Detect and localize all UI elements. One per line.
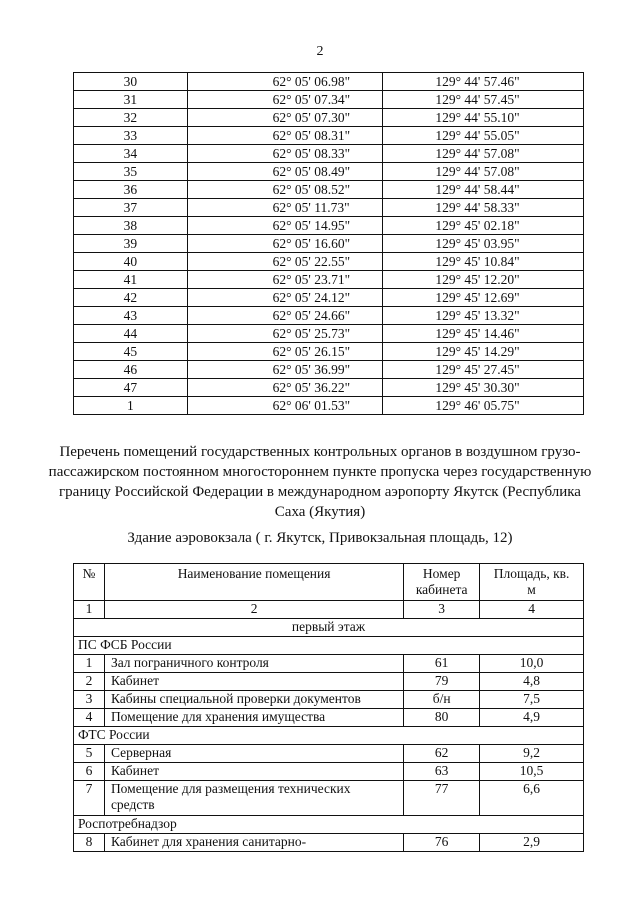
longitude: 129° 44' 57.46" <box>383 73 584 91</box>
table-row <box>74 289 584 307</box>
table-row <box>74 709 584 727</box>
latitude: 62° 05' 08.33" <box>187 145 383 163</box>
room-area: 2,9 <box>480 834 584 852</box>
point-number: 33 <box>74 127 188 145</box>
room-name: Кабинет для хранения санитарно- <box>104 834 403 852</box>
building-heading: Здание аэровокзала ( г. Якутск, Привокзальная площадь, 12) <box>127 530 513 546</box>
header-area-line: Площадь, кв. <box>493 566 570 581</box>
latitude: 62° 05' 16.60" <box>187 235 383 253</box>
column-number: 1 <box>74 601 105 619</box>
latitude: 62° 05' 08.31" <box>187 127 383 145</box>
page-number: 2 <box>316 44 324 59</box>
table-row <box>74 235 584 253</box>
latitude: 62° 05' 06.98" <box>187 73 383 91</box>
room-num: 6 <box>74 763 105 781</box>
table-row <box>74 834 584 852</box>
table-row <box>74 361 584 379</box>
table-row <box>74 127 584 145</box>
room-num: 3 <box>74 691 105 709</box>
point-number: 31 <box>74 91 188 109</box>
longitude: 129° 46' 05.75" <box>383 397 584 415</box>
room-cabinet: 79 <box>404 673 480 691</box>
longitude: 129° 44' 58.33" <box>383 199 584 217</box>
latitude: 62° 05' 24.12" <box>187 289 383 307</box>
section-row <box>74 816 584 834</box>
longitude: 129° 44' 55.05" <box>383 127 584 145</box>
room-name <box>104 781 403 816</box>
room-name: Зал пограничного контроля <box>104 655 403 673</box>
latitude: 62° 05' 25.73" <box>187 325 383 343</box>
room-num: 4 <box>74 709 105 727</box>
section-title: Роспотребнадзор <box>74 816 584 834</box>
table-row <box>74 691 584 709</box>
point-number: 36 <box>74 181 188 199</box>
header-cabinet-line: Номер <box>422 566 461 581</box>
latitude: 62° 05' 07.34" <box>187 91 383 109</box>
latitude: 62° 05' 24.66" <box>187 307 383 325</box>
table-row <box>74 145 584 163</box>
table-row <box>74 91 584 109</box>
coordinates-table <box>73 72 584 415</box>
latitude: 62° 05' 36.99" <box>187 361 383 379</box>
room-num: 1 <box>74 655 105 673</box>
point-number: 44 <box>74 325 188 343</box>
header-cabinet <box>404 564 480 601</box>
latitude: 62° 05' 23.71" <box>187 271 383 289</box>
column-number: 4 <box>480 601 584 619</box>
point-number: 43 <box>74 307 188 325</box>
room-area: 7,5 <box>480 691 584 709</box>
header-area-line: м <box>527 582 536 597</box>
table-row <box>74 253 584 271</box>
room-num: 2 <box>74 673 105 691</box>
point-number: 32 <box>74 109 188 127</box>
room-name: Кабинет <box>104 763 403 781</box>
longitude: 129° 44' 57.45" <box>383 91 584 109</box>
column-number: 2 <box>104 601 403 619</box>
point-number: 37 <box>74 199 188 217</box>
room-cabinet: б/н <box>404 691 480 709</box>
room-cabinet: 61 <box>404 655 480 673</box>
floor-row <box>74 619 584 637</box>
table-row <box>74 343 584 361</box>
latitude: 62° 05' 14.95" <box>187 217 383 235</box>
room-num: 5 <box>74 745 105 763</box>
header-num: № <box>74 564 105 601</box>
table-row <box>74 745 584 763</box>
longitude: 129° 45' 02.18" <box>383 217 584 235</box>
room-cabinet: 63 <box>404 763 480 781</box>
list-heading-line: пассажирском постоянном многостороннем пункте пропуска через государственную <box>48 464 592 480</box>
point-number: 30 <box>74 73 188 91</box>
section-title: ФТС России <box>74 727 584 745</box>
latitude: 62° 05' 36.22" <box>187 379 383 397</box>
table-row <box>74 781 584 816</box>
section-row <box>74 637 584 655</box>
point-number: 39 <box>74 235 188 253</box>
table-row <box>74 655 584 673</box>
room-cabinet: 76 <box>404 834 480 852</box>
room-cabinet: 62 <box>404 745 480 763</box>
list-heading <box>0 442 640 522</box>
longitude: 129° 45' 30.30" <box>383 379 584 397</box>
table-row <box>74 217 584 235</box>
latitude: 62° 05' 26.15" <box>187 343 383 361</box>
table-row <box>74 379 584 397</box>
room-name-line: Помещение для размещения технических <box>110 781 351 796</box>
column-number-row <box>74 601 584 619</box>
latitude: 62° 05' 22.55" <box>187 253 383 271</box>
room-num: 7 <box>74 781 105 816</box>
room-num: 8 <box>74 834 105 852</box>
room-name: Кабины специальной проверки документов <box>104 691 403 709</box>
point-number: 42 <box>74 289 188 307</box>
point-number: 1 <box>74 397 188 415</box>
longitude: 129° 45' 14.29" <box>383 343 584 361</box>
table-row <box>74 307 584 325</box>
point-number: 40 <box>74 253 188 271</box>
section-row <box>74 727 584 745</box>
point-number: 34 <box>74 145 188 163</box>
room-area: 4,8 <box>480 673 584 691</box>
longitude: 129° 45' 12.20" <box>383 271 584 289</box>
floor-label: первый этаж <box>74 619 584 637</box>
table-row <box>74 73 584 91</box>
latitude: 62° 05' 08.49" <box>187 163 383 181</box>
header-area <box>480 564 584 601</box>
longitude: 129° 45' 13.32" <box>383 307 584 325</box>
room-cabinet: 80 <box>404 709 480 727</box>
table-row <box>74 673 584 691</box>
room-name-line: средств <box>110 797 155 812</box>
longitude: 129° 45' 27.45" <box>383 361 584 379</box>
longitude: 129° 45' 14.46" <box>383 325 584 343</box>
list-heading-line: границу Российской Федерации в международном аэропорту Якутск (Республика <box>59 484 581 500</box>
list-heading-line: Саха (Якутия) <box>274 504 366 520</box>
longitude: 129° 45' 03.95" <box>383 235 584 253</box>
point-number: 38 <box>74 217 188 235</box>
latitude: 62° 05' 07.30" <box>187 109 383 127</box>
table-row <box>74 397 584 415</box>
room-area: 10,5 <box>480 763 584 781</box>
latitude: 62° 05' 08.52" <box>187 181 383 199</box>
point-number: 35 <box>74 163 188 181</box>
table-row <box>74 181 584 199</box>
table-row <box>74 199 584 217</box>
room-area: 4,9 <box>480 709 584 727</box>
column-number: 3 <box>404 601 480 619</box>
table-row <box>74 325 584 343</box>
longitude: 129° 44' 55.10" <box>383 109 584 127</box>
table-row <box>74 271 584 289</box>
table-row <box>74 763 584 781</box>
room-area: 6,6 <box>480 781 584 816</box>
room-area: 9,2 <box>480 745 584 763</box>
longitude: 129° 45' 12.69" <box>383 289 584 307</box>
room-name: Кабинет <box>104 673 403 691</box>
longitude: 129° 45' 10.84" <box>383 253 584 271</box>
list-heading-line: Перечень помещений государственных контрольных органов в воздушном грузо- <box>59 444 581 460</box>
header-name: Наименование помещения <box>104 564 403 601</box>
longitude: 129° 44' 57.08" <box>383 145 584 163</box>
room-name: Помещение для хранения имущества <box>104 709 403 727</box>
room-cabinet: 77 <box>404 781 480 816</box>
table-header-row <box>74 564 584 601</box>
longitude: 129° 44' 57.08" <box>383 163 584 181</box>
table-row <box>74 109 584 127</box>
room-name: Серверная <box>104 745 403 763</box>
header-cabinet-line: кабинета <box>415 582 468 597</box>
latitude: 62° 05' 11.73" <box>187 199 383 217</box>
room-area: 10,0 <box>480 655 584 673</box>
point-number: 47 <box>74 379 188 397</box>
longitude: 129° 44' 58.44" <box>383 181 584 199</box>
latitude: 62° 06' 01.53" <box>187 397 383 415</box>
point-number: 46 <box>74 361 188 379</box>
table-row <box>74 163 584 181</box>
section-title: ПС ФСБ России <box>74 637 584 655</box>
rooms-table <box>73 563 584 852</box>
point-number: 45 <box>74 343 188 361</box>
point-number: 41 <box>74 271 188 289</box>
